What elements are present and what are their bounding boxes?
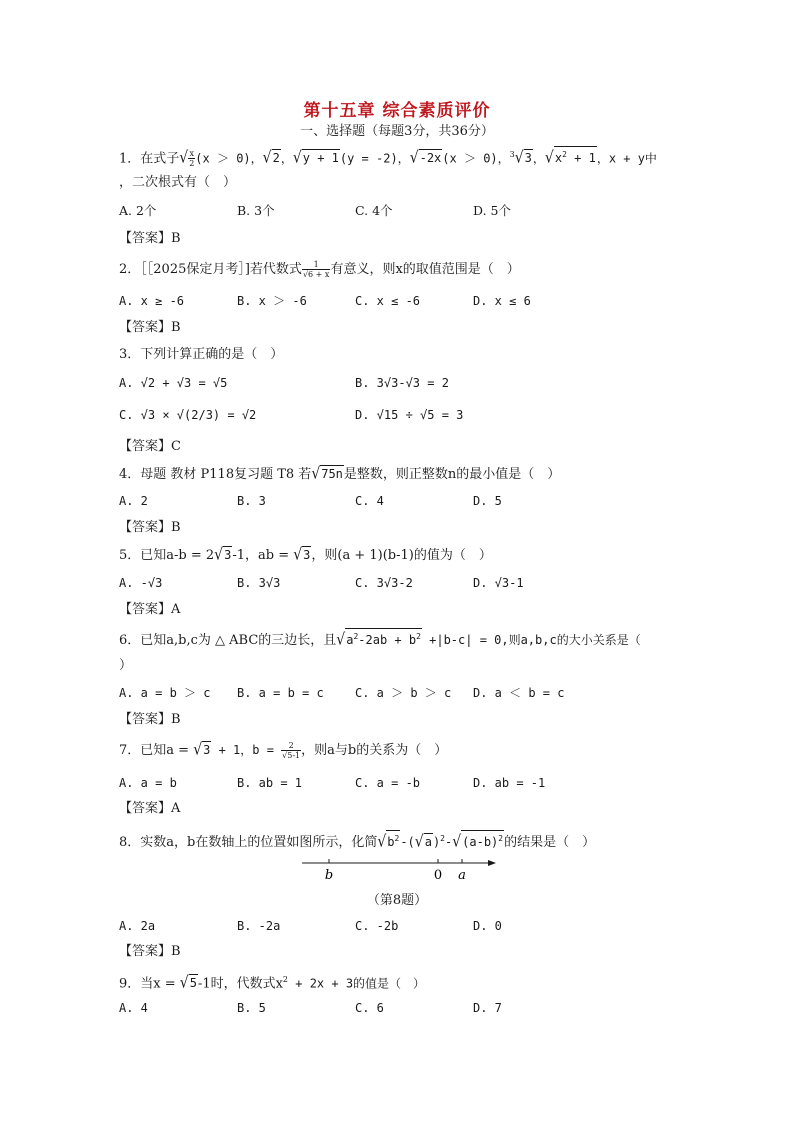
q3-option-b: B. 3√3-√3 = 2 [355, 376, 449, 390]
q4-radical: √75n [311, 464, 343, 484]
q8-option-b: B. -2a [237, 919, 281, 933]
q8-term-2: $-(√a)^2-$ [400, 832, 453, 852]
q7-suffix: ，则a与b的关系为（ ） [301, 743, 448, 758]
q6-option-a: A. a = b ＞ c [119, 686, 211, 700]
q7-fraction: $\frac{2}{√5-1}$ [282, 741, 301, 760]
q9-option-b: B. 5 [237, 1001, 266, 1015]
q9-option-c: C. 6 [355, 1001, 384, 1015]
question-2-stem [119, 260, 520, 280]
q6-suffix: +|b-c| = 0,则a,b,c的大小关系是（ [421, 633, 641, 647]
q7-radical: √3 [193, 740, 211, 760]
q7-prefix: 7．已知a = [119, 743, 194, 758]
question-4-stem [119, 464, 560, 485]
q2-option-a: A. x ≥ -6 [119, 294, 185, 308]
q6-option-d: D. a ＜ b = c [473, 686, 565, 700]
q1-expr-5: $^3$√3 [509, 149, 532, 168]
q6-option-b: B. a = b = c [237, 686, 324, 700]
q5-answer [119, 600, 180, 620]
answer-label: 【答案】 [119, 712, 172, 727]
answer-label: 【答案】 [119, 801, 172, 816]
q5-radical-1: √3 [214, 545, 232, 565]
q5-option-d: D. √3-1 [473, 576, 524, 590]
question-6-stem-cont: ） [119, 658, 133, 673]
q1-expr-1: √ $\frac{x}{2}$ [179, 149, 195, 169]
question-8-stem [119, 829, 595, 853]
q4-radicand: 75n [321, 467, 343, 481]
q9-option-a: A. 4 [119, 1001, 148, 1015]
q2-suffix: 有意义，则x的取值范围是（ ） [330, 262, 520, 277]
number-line-figure [300, 851, 500, 885]
q4-answer [119, 518, 181, 538]
answer-value: B [171, 520, 181, 535]
q4-suffix: 是整数，则正整数n的最小值是（ ） [343, 467, 561, 482]
q8-radical-3: $√(a-b)^2$ [452, 830, 504, 853]
q1-part-5: ， [532, 151, 545, 166]
question-1-stem [119, 145, 657, 169]
q4-option-b: B. 3 [237, 494, 266, 508]
q8-suffix: 的结果是（ ） [504, 835, 596, 850]
q5-mid: -1，ab = [232, 548, 294, 563]
q4-option-c: C. 4 [355, 494, 384, 508]
q7-answer [119, 799, 180, 819]
q8-answer [119, 942, 181, 962]
label-a: a [458, 868, 466, 883]
q9-option-d: D. 7 [473, 1001, 502, 1015]
q5-option-b: B. 3√3 [237, 576, 281, 590]
q1-part-2: ， [280, 151, 293, 166]
q2-option-b: B. x ＞ -6 [237, 294, 307, 308]
q6-prefix: 6．已知a,b,c为 △ ABC的三边长，且 [119, 633, 337, 648]
q1-part-6: ，x + y中 [596, 151, 657, 166]
answer-value: B [171, 944, 181, 959]
answer-label: 【答案】 [119, 520, 172, 535]
question-6-stem [119, 628, 641, 651]
q5-suffix: ，则(a + 1)(b-1)的值为（ ） [311, 548, 492, 563]
q5-radical-2: √3 [293, 545, 311, 565]
q2-fraction: $\frac{1}{√6 + x}$ [302, 260, 330, 279]
answer-value: A [171, 602, 181, 617]
answer-label: 【答案】 [119, 231, 172, 246]
q1-expr-3: √y + 1 [292, 149, 339, 168]
q8-prefix: 8．实数a，b在数轴上的位置如图所示，化简 [119, 835, 378, 850]
q7-option-c: C. a = -b [355, 776, 421, 790]
q7-option-b: B. ab = 1 [237, 776, 303, 790]
q1-expr-6: $√x^2 + 1$ [545, 146, 597, 169]
q1-option-b: B. 3个 [237, 203, 275, 218]
answer-value: B [171, 712, 181, 727]
q7-mid: + 1，b = [211, 743, 282, 757]
q7-frac-num: 2 [281, 741, 301, 751]
q9-prefix: 9．当x = [119, 976, 180, 992]
q7-option-d: D. ab = -1 [473, 776, 546, 790]
section-heading: 一、选择题（每题3分，共36分） [300, 124, 494, 139]
answer-value: B [171, 320, 181, 335]
label-b: b [324, 868, 334, 883]
q1-expr-4: √-2x [409, 149, 442, 168]
q2-frac-num: 1 [302, 260, 331, 270]
q4-option-a: A. 2 [119, 494, 148, 508]
q1-part-1: (x ＞ 0)， [195, 151, 263, 166]
question-5-stem [119, 545, 492, 566]
number-line-arrow [488, 860, 496, 866]
label-zero: 0 [433, 868, 443, 883]
q8-radical-1: $√b^2$ [377, 830, 400, 853]
q2-frac-den: 6 + x [308, 270, 330, 279]
q1-part-4: (x ＞ 0)， [442, 151, 510, 166]
q9-radical: √5 [179, 974, 197, 993]
q4-prefix: 4．母题 教材 P118复习题 T8 若 [119, 467, 312, 482]
q1-answer [119, 229, 181, 249]
question-1-stem-cont: ，二次根式有（ ） [119, 175, 237, 190]
q3-answer [119, 437, 181, 457]
answer-value: C [171, 439, 181, 454]
q2-prefix: 2．［［2025保定月考］]若代数式 [119, 262, 302, 277]
question-7-stem [119, 740, 447, 761]
chapter-title: 第十五章 综合素质评价 [303, 101, 491, 121]
q6-radical: $√a^2-2ab + b^2$ [336, 628, 422, 651]
answer-label: 【答案】 [119, 944, 172, 959]
q8-option-d: D. 0 [473, 919, 502, 933]
q1-part-3: (y = -2)， [339, 151, 410, 166]
question-3-stem: 3．下列计算正确的是（ ） [119, 347, 284, 362]
q2-option-d: D. x ≤ 6 [473, 294, 531, 308]
answer-label: 【答案】 [119, 602, 172, 617]
q5-option-a: A. -√3 [119, 576, 163, 590]
answer-value: A [171, 801, 181, 816]
q5-option-c: C. 3√3-2 [355, 576, 413, 590]
q1-expr-2: √2 [262, 149, 280, 168]
q4-option-d: D. 5 [473, 494, 502, 508]
q2-option-c: C. x ≤ -6 [355, 294, 421, 308]
q3-option-c: C. √3 × √(2/3) = √2 [119, 408, 257, 422]
q1-option-d: D. 5个 [473, 203, 511, 218]
q1-option-c: C. 4个 [355, 203, 393, 218]
question-9-stem: 9．当x = √5-1时，代数式$x^2 + 2x + 3$的值是（ ） [119, 974, 426, 993]
q8-option-c: C. -2b [355, 919, 399, 933]
q9-suffix: + 2x + 3的值是（ ） [288, 976, 426, 991]
q1-option-a: A. 2个 [119, 203, 157, 218]
figure-caption: （第8题） [366, 893, 428, 908]
q3-option-a: A. √2 + √3 = √5 [119, 376, 228, 390]
q1-prefix: 1．在式子 [119, 151, 180, 167]
q8-option-a: A. 2a [119, 919, 156, 933]
q6-answer [119, 710, 181, 730]
answer-label: 【答案】 [119, 439, 172, 454]
q7-option-a: A. a = b [119, 776, 177, 790]
q5-prefix: 5．已知a-b = 2 [119, 548, 215, 563]
q6-option-c: C. a ＞ b ＞ c [355, 686, 452, 700]
answer-label: 【答案】 [119, 320, 172, 335]
answer-value: B [171, 231, 181, 246]
q2-answer [119, 318, 181, 338]
q3-option-d: D. √15 ÷ √5 = 3 [355, 408, 464, 422]
q9-mid: -1时，代数式x [197, 976, 283, 992]
